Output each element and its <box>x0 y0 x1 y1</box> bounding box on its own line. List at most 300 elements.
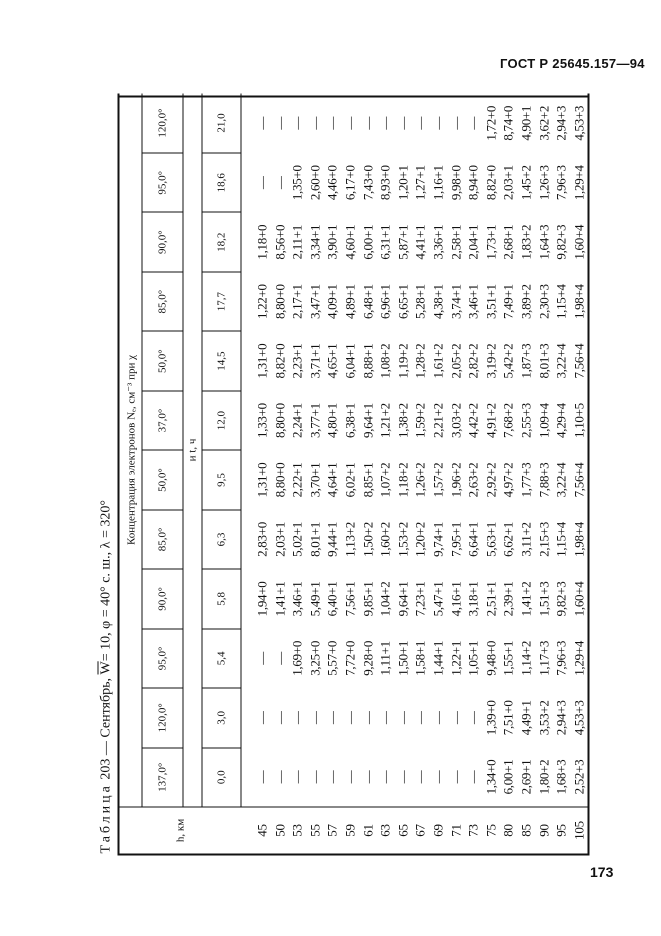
concentration-cell: 1,60+4 <box>571 224 587 260</box>
concentration-cell: 6,02+1 <box>342 462 358 498</box>
concentration-cell: 3,62+2 <box>536 105 551 141</box>
concentration-cell: 1,57+2 <box>430 462 446 498</box>
concentration-cell: 1,10+5 <box>571 403 587 438</box>
concentration-cell: 5,42+2 <box>500 343 516 379</box>
concentration-cell: 3,19+2 <box>483 343 499 379</box>
concentration-cell: 8,94+0 <box>465 165 481 201</box>
concentration-cell: 1,73+1 <box>483 224 499 260</box>
concentration-cell: 1,59+2 <box>412 403 428 438</box>
concentration-cell: 1,38+2 <box>395 403 411 438</box>
concentration-cell: — <box>254 176 270 190</box>
concentration-cell: — <box>465 711 481 725</box>
h-column-header: h, км <box>119 807 242 854</box>
concentration-cell: 3,89+2 <box>518 284 534 320</box>
concentration-cell: 1,21+2 <box>377 403 393 438</box>
concentration-cell: 1,18+0 <box>254 224 270 260</box>
concentration-cell: 1,14+2 <box>518 640 534 676</box>
altitude-cell: 61 <box>359 807 377 854</box>
table-row <box>241 94 271 854</box>
header-row-concentration <box>119 94 143 854</box>
t-header-value: 18,2 <box>202 212 241 271</box>
altitude-cell: 67 <box>412 807 430 854</box>
concentration-cell: — <box>465 770 481 784</box>
concentration-cell: 1,04+2 <box>377 581 393 617</box>
concentration-cell: 1,15+4 <box>553 284 569 320</box>
concentration-cell: — <box>272 711 288 725</box>
chi-header: 90,0° <box>142 569 183 628</box>
t-header-value: 5,8 <box>202 569 241 628</box>
concentration-cell: 2,23+1 <box>289 343 305 379</box>
concentration-cell: 4,53+3 <box>571 105 587 141</box>
caption-text-after: = 10, φ = 40° с. ш., λ = 320° <box>98 500 114 662</box>
concentration-cell: 4,90+1 <box>518 105 534 141</box>
t-header-value: 6,3 <box>202 510 241 569</box>
concentration-cell: 1,45+2 <box>518 165 534 201</box>
concentration-cell: 2,94+3 <box>553 105 569 141</box>
concentration-cell: 2,82+2 <box>465 343 481 379</box>
concentration-cell: 1,61+2 <box>430 343 446 379</box>
concentration-cell: 2,24+1 <box>289 403 305 438</box>
altitude-cell: 57 <box>324 807 342 854</box>
concentration-cell: — <box>430 770 446 784</box>
concentration-cell: 1,05+1 <box>465 640 481 676</box>
altitude-cell: 75 <box>482 807 500 854</box>
concentration-cell: 2,92+2 <box>483 462 499 498</box>
chi-header: 120,0° <box>142 94 183 154</box>
concentration-cell: 1,98+4 <box>571 284 587 320</box>
t-header-value: 21,0 <box>202 94 241 154</box>
table-row <box>500 94 518 854</box>
concentration-cell: — <box>430 711 446 725</box>
concentration-cell: 1,55+1 <box>500 640 516 676</box>
concentration-cell: 4,09+1 <box>324 284 340 320</box>
altitude-cell: 53 <box>289 807 307 854</box>
concentration-cell: — <box>377 711 393 725</box>
concentration-cell: 1,60+4 <box>571 581 587 617</box>
concentration-cell: 3,77+1 <box>307 403 323 438</box>
table-row <box>289 94 307 854</box>
table-row <box>271 94 289 854</box>
concentration-cell: 4,64+1 <box>324 462 340 498</box>
concentration-cell: 3,25+0 <box>307 640 323 676</box>
concentration-cell: — <box>342 711 358 725</box>
concentration-cell: 1,53+2 <box>395 522 411 557</box>
concentration-cell: 2,03+1 <box>500 165 516 201</box>
concentration-cell: 8,80+0 <box>272 284 288 320</box>
concentration-cell: 5,49+1 <box>307 581 323 617</box>
concentration-cell: 8,80+0 <box>272 462 288 498</box>
concentration-cell: 2,11+1 <box>289 225 305 260</box>
concentration-cell: 8,82+0 <box>483 165 499 201</box>
concentration-cell: 4,80+1 <box>324 403 340 438</box>
concentration-cell: 1,96+2 <box>448 462 464 498</box>
concentration-cell: 9,74+1 <box>430 522 446 557</box>
concentration-cell: 7,56+4 <box>571 343 587 379</box>
concentration-cell: 9,85+1 <box>360 581 376 617</box>
concentration-cell: 9,82+3 <box>553 224 569 260</box>
concentration-cell: — <box>342 770 358 784</box>
altitude-cell: 50 <box>271 807 289 854</box>
concentration-cell: 1,69+0 <box>289 640 305 676</box>
chi-header: 95,0° <box>142 153 183 212</box>
concentration-cell: 4,16+1 <box>448 581 464 617</box>
concentration-cell: — <box>377 770 393 784</box>
concentration-cell: 1,20+2 <box>412 522 428 557</box>
concentration-cell: 4,46+0 <box>324 165 340 201</box>
concentration-cell: — <box>412 711 428 725</box>
concentration-cell: 2,39+1 <box>500 581 516 617</box>
concentration-cell: 1,28+2 <box>412 343 428 379</box>
concentration-cell: 4,89+1 <box>342 284 358 320</box>
concentration-cell: 7,23+1 <box>412 581 428 617</box>
concentration-cell: 2,58+1 <box>448 224 464 260</box>
concentration-cell: 4,60+1 <box>342 224 358 260</box>
concentration-cell: 3,46+1 <box>289 581 305 617</box>
concentration-cell: 1,68+3 <box>553 759 569 795</box>
chi-header: 137,0° <box>142 748 183 807</box>
table-row <box>324 94 342 854</box>
concentration-cell: — <box>412 770 428 784</box>
concentration-cell: 3,70+1 <box>307 462 323 498</box>
concentration-cell: 1,50+2 <box>360 522 376 557</box>
altitude-cell: 63 <box>377 807 395 854</box>
concentration-cell: — <box>254 770 270 784</box>
t-header-value: 3,0 <box>202 688 241 747</box>
concentration-cell: 8,80+0 <box>272 403 288 438</box>
concentration-cell: 1,07+2 <box>377 462 393 498</box>
t-header-value: 18,6 <box>202 153 241 212</box>
t-header-value: 17,7 <box>202 272 241 331</box>
caption-label: Таблица <box>98 783 114 854</box>
concentration-cell: 1,41+1 <box>272 581 288 617</box>
t-header-value: 5,4 <box>202 629 241 688</box>
concentration-cell: — <box>395 116 411 130</box>
concentration-cell: 4,53+3 <box>571 700 587 736</box>
concentration-cell: 2,22+1 <box>289 462 305 498</box>
concentration-cell: 1,72+0 <box>483 105 499 141</box>
header-row-chi <box>142 94 183 854</box>
altitude-cell: 55 <box>306 807 324 854</box>
concentration-cell: — <box>324 770 340 784</box>
concentration-cell: 9,64+1 <box>395 581 411 617</box>
concentration-cell: 8,82+0 <box>272 343 288 379</box>
concentration-cell: 1,80+2 <box>536 759 551 795</box>
concentration-cell: 8,85+1 <box>360 462 376 498</box>
table-row <box>570 94 589 854</box>
concentration-cell: 8,74+0 <box>500 105 516 141</box>
concentration-cell: 1,77+3 <box>518 462 534 498</box>
concentration-cell: — <box>360 116 376 130</box>
concentration-cell: 3,22+4 <box>553 343 569 379</box>
chi-header: 120,0° <box>142 688 183 747</box>
concentration-cell: 1,16+1 <box>430 165 446 201</box>
concentration-cell: 7,49+1 <box>500 284 516 320</box>
concentration-cell: 1,50+1 <box>395 640 411 676</box>
concentration-cell: 7,96+3 <box>553 165 569 201</box>
altitude-cell: 71 <box>447 807 465 854</box>
concentration-cell: 1,22+0 <box>254 284 270 320</box>
concentration-cell: 1,13+2 <box>342 522 358 557</box>
chi-header: 50,0° <box>142 450 183 509</box>
altitude-cell: 65 <box>394 807 412 854</box>
concentration-cell: 1,83+2 <box>518 224 534 260</box>
table-row <box>359 94 377 854</box>
table-row <box>306 94 324 854</box>
concentration-cell: 7,95+1 <box>448 522 464 557</box>
concentration-cell: 3,51+1 <box>483 284 499 320</box>
altitude-cell: 73 <box>465 807 483 854</box>
concentration-cell: 2,63+2 <box>465 462 481 498</box>
concentration-cell: 9,28+0 <box>360 640 376 676</box>
concentration-cell: 3,53+2 <box>536 700 551 736</box>
concentration-cell: 2,94+3 <box>553 700 569 736</box>
concentration-cell: 5,87+1 <box>395 224 411 260</box>
concentration-cell: 8,01+1 <box>307 522 323 557</box>
concentration-cell: 9,48+0 <box>483 640 499 676</box>
concentration-cell: 1,11+1 <box>377 641 393 676</box>
concentration-cell: 1,31+0 <box>254 343 270 379</box>
concentration-cell: 3,22+4 <box>553 462 569 498</box>
concentration-cell: — <box>324 116 340 130</box>
concentration-cell: 6,00+1 <box>500 759 516 795</box>
concentration-cell: 1,39+0 <box>483 700 499 736</box>
standard-header: ГОСТ Р 25645.157—94 <box>500 56 645 71</box>
concentration-cell: 1,09+4 <box>536 403 551 438</box>
concentration-cell: 3,90+1 <box>324 224 340 260</box>
table-row <box>553 94 571 854</box>
concentration-cell: 8,88+1 <box>360 343 376 379</box>
concentration-cell: 3,46+1 <box>465 284 481 320</box>
concentration-cell: — <box>395 770 411 784</box>
concentration-cell: 6,62+1 <box>500 522 516 557</box>
concentration-cell: 1,94+0 <box>254 581 270 617</box>
concentration-cell: 5,57+0 <box>324 640 340 676</box>
concentration-cell: — <box>254 711 270 725</box>
t-header-value: 14,5 <box>202 331 241 390</box>
concentration-cell: 2,83+0 <box>254 522 270 557</box>
concentration-cell: 1,29+4 <box>571 640 587 676</box>
concentration-cell: 7,43+0 <box>360 165 376 201</box>
concentration-cell: 3,34+1 <box>307 224 323 260</box>
concentration-cell: 4,29+4 <box>553 403 569 438</box>
concentration-cell: — <box>272 116 288 130</box>
altitude-cell: 59 <box>341 807 359 854</box>
concentration-cell: 1,08+2 <box>377 343 393 379</box>
concentration-cell: 9,44+1 <box>324 522 340 557</box>
concentration-cell: — <box>289 711 305 725</box>
concentration-cell: — <box>254 652 270 665</box>
concentration-cell: 3,74+1 <box>448 284 464 320</box>
concentration-cell: 1,98+4 <box>571 522 587 557</box>
altitude-cell: 90 <box>535 807 553 854</box>
concentration-cell: 2,60+0 <box>307 165 323 201</box>
concentration-cell: 9,64+1 <box>360 403 376 438</box>
concentration-cell: 1,35+0 <box>289 165 305 201</box>
header-row-t-label <box>183 94 202 854</box>
concentration-cell: 2,05+2 <box>448 343 464 379</box>
table-row <box>394 94 412 854</box>
altitude-cell: 95 <box>553 807 571 854</box>
concentration-cell: 3,18+1 <box>465 581 481 617</box>
concentration-cell: — <box>307 770 323 784</box>
concentration-cell: 8,56+0 <box>272 224 288 260</box>
chi-header: 37,0° <box>142 391 183 450</box>
concentration-cell: 1,64+3 <box>536 224 551 260</box>
table-caption <box>96 96 118 856</box>
concentration-cell: 1,58+1 <box>412 640 428 676</box>
concentration-cell: 3,47+1 <box>307 284 323 320</box>
altitude-cell: 69 <box>429 807 447 854</box>
concentration-cell: — <box>430 116 446 130</box>
chi-header: 95,0° <box>142 629 183 688</box>
concentration-cell: 1,20+1 <box>395 165 411 201</box>
concentration-cell: 3,03+2 <box>448 403 464 438</box>
concentration-cell: 1,51+3 <box>536 581 551 617</box>
table-row <box>517 94 535 854</box>
concentration-cell: 2,03+1 <box>272 522 288 557</box>
concentration-cell: 4,91+2 <box>483 403 499 438</box>
altitude-cell: 80 <box>500 807 518 854</box>
concentration-cell: 6,40+1 <box>324 581 340 617</box>
concentration-cell: 1,17+3 <box>536 640 551 676</box>
concentration-cell: — <box>324 711 340 725</box>
concentration-cell: 2,30+3 <box>536 284 551 320</box>
concentration-cell: 8,01+3 <box>536 343 551 379</box>
concentration-cell: 7,51+0 <box>500 700 516 736</box>
table-row <box>341 94 359 854</box>
t-header: и t, ч <box>183 94 202 808</box>
concentration-cell: — <box>360 770 376 784</box>
concentration-cell: 7,96+3 <box>553 640 569 676</box>
concentration-cell: 2,55+3 <box>518 403 534 438</box>
concentration-cell: 5,28+1 <box>412 284 428 320</box>
concentration-cell: 5,47+1 <box>430 581 446 617</box>
concentration-cell: — <box>448 116 464 130</box>
caption-w-symbol: $\overline{W}$ <box>98 661 114 675</box>
table-row <box>535 94 553 854</box>
table-row <box>465 94 483 854</box>
concentration-cell: 7,88+3 <box>536 462 551 498</box>
concentration-cell: 2,15+3 <box>536 522 551 557</box>
concentration-cell: — <box>254 116 270 130</box>
concentration-cell: 2,17+1 <box>289 284 305 320</box>
concentration-cell: 3,71+1 <box>307 343 323 379</box>
concentration-cell: 5,63+1 <box>483 522 499 557</box>
concentration-cell: 2,21+2 <box>430 403 446 438</box>
page-number: 173 <box>590 864 614 880</box>
concentration-cell: 4,42+2 <box>465 403 481 438</box>
t-header-value: 9,5 <box>202 450 241 509</box>
chi-header: 90,0° <box>142 212 183 271</box>
rotated-table-block <box>96 96 611 856</box>
concentration-cell: 1,27+1 <box>412 165 428 201</box>
concentration-cell: 4,38+1 <box>430 284 446 320</box>
concentration-cell: — <box>465 116 481 130</box>
concentration-cell: — <box>272 652 288 665</box>
concentration-cell: 1,60+2 <box>377 522 393 557</box>
concentration-cell: 6,38+1 <box>342 403 358 438</box>
concentration-cell: 1,33+0 <box>254 403 270 438</box>
concentration-cell: — <box>342 116 358 130</box>
concentration-cell: 1,19+2 <box>395 343 411 379</box>
concentration-cell: 6,04+1 <box>342 343 358 379</box>
concentration-cell: 6,64+1 <box>465 522 481 557</box>
concentration-cell: 2,04+1 <box>465 224 481 260</box>
concentration-cell: 3,36+1 <box>430 224 446 260</box>
chi-header: 85,0° <box>142 272 183 331</box>
concentration-cell: 2,51+1 <box>483 581 499 617</box>
concentration-header: Концентрация электронов Nₑ, см⁻³ при χ <box>119 94 143 808</box>
concentration-cell: 1,41+2 <box>518 581 534 617</box>
concentration-cell: — <box>395 711 411 725</box>
table-row <box>429 94 447 854</box>
concentration-cell: 3,11+2 <box>518 522 534 557</box>
concentration-cell: 2,52+3 <box>571 759 587 795</box>
concentration-cell: 5,02+1 <box>289 522 305 557</box>
t-header-value: 0,0 <box>202 748 241 807</box>
concentration-cell: — <box>289 770 305 784</box>
caption-number: 203 <box>98 758 114 780</box>
altitude-cell: 105 <box>570 807 589 854</box>
altitude-cell: 85 <box>517 807 535 854</box>
concentration-cell: 6,31+1 <box>377 224 393 260</box>
electron-concentration-table <box>118 94 590 854</box>
concentration-cell: 4,97+2 <box>500 462 516 498</box>
concentration-cell: 1,44+1 <box>430 640 446 676</box>
concentration-cell: 6,17+0 <box>342 165 358 201</box>
concentration-cell: 1,26+2 <box>412 462 428 498</box>
concentration-cell: 4,65+1 <box>324 343 340 379</box>
concentration-cell: — <box>272 176 288 190</box>
concentration-cell: 4,49+1 <box>518 700 534 736</box>
concentration-cell: 6,00+1 <box>360 224 376 260</box>
concentration-cell: — <box>307 116 323 130</box>
concentration-cell: 6,48+1 <box>360 284 376 320</box>
header-row-t <box>202 94 241 854</box>
concentration-cell: — <box>377 116 393 130</box>
concentration-cell: 1,87+3 <box>518 343 534 379</box>
concentration-cell: — <box>412 116 428 130</box>
concentration-cell: 1,29+4 <box>571 165 587 201</box>
concentration-cell: 6,96+1 <box>377 284 393 320</box>
concentration-cell: 8,93+0 <box>377 165 393 201</box>
concentration-cell: 7,72+0 <box>342 640 358 676</box>
concentration-cell: 1,31+0 <box>254 462 270 498</box>
chi-header: 50,0° <box>142 331 183 390</box>
concentration-cell: 1,26+3 <box>536 165 551 201</box>
caption-text-before: — Сентябрь, <box>98 678 114 756</box>
concentration-cell: 7,68+2 <box>500 403 516 438</box>
concentration-cell: — <box>272 770 288 784</box>
concentration-cell: 7,56+1 <box>342 581 358 617</box>
concentration-cell: 1,22+1 <box>448 640 464 676</box>
table-row <box>482 94 500 854</box>
concentration-cell: — <box>289 116 305 130</box>
table-row <box>377 94 395 854</box>
chi-header: 85,0° <box>142 510 183 569</box>
concentration-cell: 2,69+1 <box>518 759 534 795</box>
concentration-cell: 1,34+0 <box>483 759 499 795</box>
concentration-cell: 1,15+4 <box>553 522 569 557</box>
t-header-value: 12,0 <box>202 391 241 450</box>
concentration-cell: 4,41+1 <box>412 224 428 260</box>
table-row <box>447 94 465 854</box>
concentration-cell: — <box>360 711 376 725</box>
concentration-cell: 1,18+2 <box>395 462 411 498</box>
concentration-cell: — <box>307 711 323 725</box>
concentration-cell: 7,56+4 <box>571 462 587 498</box>
altitude-cell: 45 <box>241 807 271 854</box>
